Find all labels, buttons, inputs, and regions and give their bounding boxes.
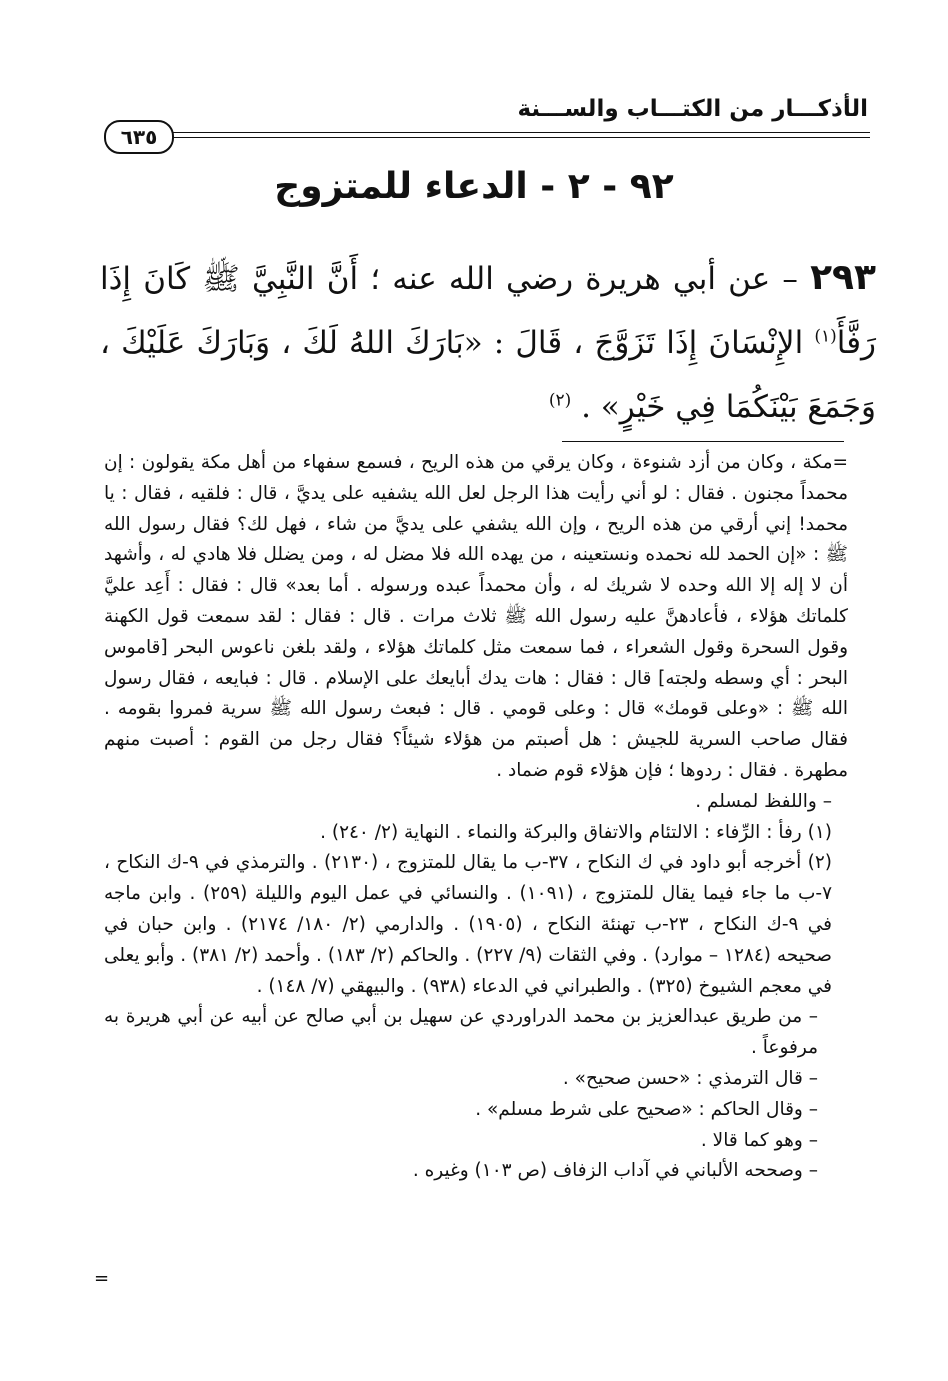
footnote-bullet-agree: – وهو كما قالا . <box>700 1129 818 1151</box>
page-number: ٦٣٥ <box>104 120 174 154</box>
footnote-separator <box>562 441 844 442</box>
footnotes-section <box>104 448 848 1187</box>
hadith-text-part-a: – عن أبي هريرة رضي الله عنه ؛ أَنَّ النَّبِيَّ ﷺ كَانَ إِذَا رَفَّأَ <box>100 261 877 361</box>
footnote-2: (٢) أخرجه أبو داود في ك النكاح ، ٣٧-ب ما يقال للمتزوج ، (٢١٣٠) . والترمذي في ٩-ك النكاح ، ٧-ب ما جاء فيما يقال للمتزوج ، (١٠٩١) . والنسائي في عمل اليوم والليلة (٢٥٩) . وابن ماجه في ٩-ك النكاح ، ٢٣-ب تهنئة النكاح ، (١٩٠٥) . والدارمي (٢/ ١٨٠/ ٢١٧٤) . وابن حبان في صحيحه (١٢٨٤ – موارد) . وفي الثقات (٩/ ٢٢٧) . والحاكم (٢/ ١٨٣) . وأحمد (٢/ ٣٨١) . وأبو يعلى في معجم الشيوخ (٣٢٥) . والطبراني في الدعاء (٩٣٨) . والبيهقي (٧/ ١٤٨) . <box>104 852 833 997</box>
footnote-marker-2: (٢) <box>548 390 572 411</box>
running-header-title: الأذكـــار من الكتـــاب والســـنة <box>517 96 868 122</box>
continuation-mark: = <box>94 1268 110 1289</box>
footnote-bullet-hakim: – وقال الحاكم : «صحيح على شرط مسلم» . <box>475 1098 818 1120</box>
footnote-bullet-tirmidhi: – قال الترمذي : «حسن صحيح» . <box>562 1067 818 1089</box>
chapter-title: ٩٢ - ٢ - الدعاء للمتزوج <box>274 166 674 207</box>
footnote-bullet-chain: – من طريق عبدالعزيز بن محمد الدراوردي عن سهيل بن أبي صالح عن أبيه عن أبي هريرة به مرفوعاً . <box>104 1006 818 1059</box>
footnote-lafz: – واللفظ لمسلم . <box>695 790 832 812</box>
footnote-marker-1: (١) <box>814 326 837 347</box>
footnote-continuation: =مكة ، وكان من أزد شنوءة ، وكان يرقي من هذه الريح ، فسمع سفهاء من أهل مكة يقولون : إن محمداً مجنون . فقال : لو أني رأيت هذا الرجل لعل الله يشفيه على يديَّ ، قال : فلقيه ، فقال : يا محمد! إني أرقي من هذه الريح ، وإن الله يشفي على يديَّ من شاء ، فهل لك؟ فقال رسول الله ﷺ : «إن الحمد لله نحمده ونستعينه ، من يهده الله فلا مضل له ، ومن يضلل فلا هادي له ، وأشهد أن لا إله إلا الله وحده لا شريك له ، وأن محمداً عبده ورسوله . أما بعد» قال : فقال : أَعِد عليَّ كلماتك هؤلاء ، فأعادهنَّ عليه رسول الله ﷺ ثلاث مرات . قال : فقال : لقد سمعت قول الكهنة وقول السحرة وقول الشعراء ، فما سمعت مثل كلماتك هؤلاء ، ولقد بلغن ناعوس البحر [قاموس البحر : أي وسطه ولجته] قال : فقال : هات يدك أبايعك على الإسلام . قال : فبايعه ، فقال رسول الله ﷺ : «وعلى قومك» قال : وعلى قومي . قال : فبعث رسول الله ﷺ سرية فمروا بقومه . فقال صاحب السرية للجيش : هل أصبتم من هؤلاء شيئاً؟ فقال رجل من القوم : أصبت منهم مطهرة . فقال : ردوها ؛ فإن هؤلاء قوم ضماد . <box>104 452 848 781</box>
footnote-1: (١) رفأ : الرِّفاء : الالتئام والاتفاق والبركة والنماء . النهاية (٢/ ٢٤٠) . <box>320 821 832 843</box>
hadith-text <box>100 246 876 439</box>
header-rule <box>150 132 870 133</box>
header-rule-double <box>150 137 870 138</box>
hadith-number: ٢٩٣ <box>810 257 876 298</box>
footnote-bullet-albani: – وصححه الألباني في آداب الزفاف (ص ١٠٣) وغيره . <box>412 1160 818 1182</box>
hadith-text-part-b: الإِنْسَانَ إِذَا تَزَوَّجَ ، قَالَ : «بَارَكَ اللهُ لَكَ ، وَبَارَكَ عَلَيْكَ ، وَجَمَعَ بَيْنَكُمَا فِي خَيْرٍ» . <box>100 325 876 425</box>
